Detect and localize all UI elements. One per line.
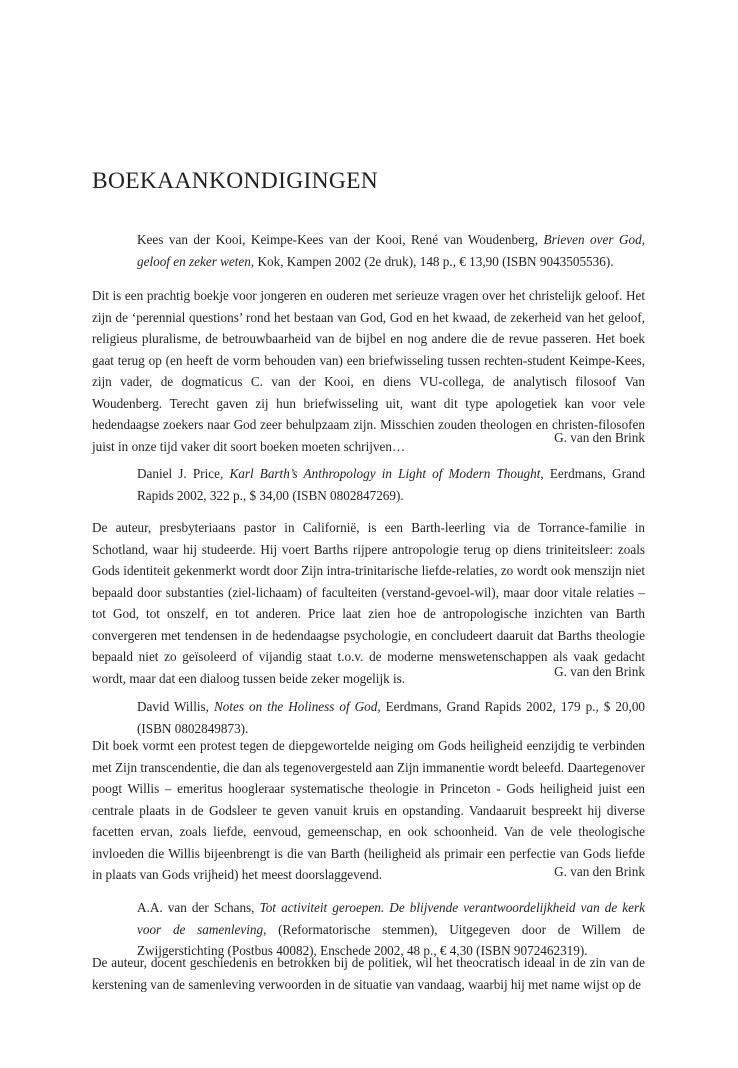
book-reference <box>137 696 645 739</box>
book-publication-details: , Eerdmans, Grand Rapids 2002, 179 p., $ 20,00 (ISBN 0802849873). <box>137 699 646 736</box>
book-publication-details: (Reformatorische stemmen), Uitgegeven door de Willem de Zwijgerstichting (Postbus 40082), Enschede 2002, 48 p., € 4,30 (ISBN 9072462319). <box>137 921 645 959</box>
book-title: Brieven over God, geloof en zeker weten <box>137 232 645 269</box>
book-title: Tot activiteit geroepen. De blijvende verantwoordelijkheid van de kerk voor de samenleving, <box>137 900 645 937</box>
book-authors: Kees van der Kooi, Keimpe-Kees van der Kooi, René van Woudenberg, <box>137 232 544 247</box>
book-authors: David Willis, <box>137 699 214 714</box>
review-text: Dit boek vormt een protest tegen de diepgewortelde neiging om Gods heiligheid eenzijdig te verbinden met Zijn transcendentie, die dan als tegenovergesteld aan Zijn immanentie wordt beleefd. Daartegenover poogt Willis – emeritus hoogleraar systematische theologie in Princeton - Gods heiligheid juist een centrale plaats in de Godsleer te geven vanuit kruis en opstanding. Vandaaruit bespreekt hij diverse facetten ervan, zoals liefde, eenvoud, gemeenschap, en ook schoonheid. Van de vele theologische invloeden die Willis bijeenbrengt is die van Barth (heiligheid als primair een perfectie van Gods liefde in plaats van Gods vrijheid) het meest doorslaggevend. <box>92 738 645 882</box>
review-text: De auteur, presbyteriaans pastor in Californië, is een Barth-leerling via de Torrance-familie in Schotland, waar hij studeerde. Hij voert Barths rijpere antropologie terug op diens triniteitsleer: zoals Gods identiteit gekenmerkt wordt door Zijn intra-trinitarische liefde-relaties, zo wordt ook menszijn niet bepaald door substanties (ziel-lichaam) of faculteiten (verstand-gevoel-wil), maar door vitale relaties – tot God, tot onszelf, en tot anderen. Price laat zien hoe de antropologische inzichten van Barth convergeren met tendensen in de hedendaagse psychologie, en concludeert daaruit dat Barths theologie bepaald niet zo geïsoleerd of vijandig staat t.o.v. de moderne menswetenschappen als vaak gedacht wordt, maar dat een dialoog tussen beide zeker mogelijk is. <box>92 520 645 686</box>
book-title: Karl Barth’s Anthropology in Light of Modern Thought <box>229 466 541 481</box>
book-authors: Daniel J. Price, <box>137 466 230 481</box>
book-publication-details: , Kok, Kampen 2002 (2e druk), 148 p., € 13,90 (ISBN 9043505536). <box>250 253 614 269</box>
book-publication-details: , Eerdmans, Grand Rapids 2002, 322 p., $ 34,00 (ISBN 0802847269). <box>137 466 646 503</box>
review-signature: G. van den Brink <box>554 430 645 445</box>
review-signature: G. van den Brink <box>554 864 645 879</box>
book-title: Notes on the Holiness of God <box>213 699 378 714</box>
page-title: BOEKAANKONDIGINGEN <box>92 168 379 194</box>
book-reference <box>137 463 645 506</box>
book-reference <box>137 229 645 272</box>
review-signature: G. van den Brink <box>554 664 645 679</box>
review-text: Dit is een prachtig boekje voor jongeren en ouderen met serieuze vragen over het christelijk geloof. Het zijn de ‘perennial questions’ rond het bestaan van God, God en het kwaad, de zekerheid van het geloof, religieus pluralisme, de betrouwbaarheid van de bijbel en nog andere die de revue passeren. Het boek gaat terug op (en heeft de vorm behouden van) een briefwisseling tussen rechten-student Keimpe-Kees, zijn vader, de dogmaticus C. van der Kooi, en diens VU-collega, de analytisch filosoof Van Woudenberg. Terecht gaven zij hun briefwisseling uit, want dit type apologetiek kan voor vele hedendaagse zoekers naar God zeer behulpzaam zijn. Misschien zouden theologen en christen-filosofen juist in onze tijd vaker dit soort boeken moeten schrijven… <box>92 288 645 454</box>
book-authors: A.A. van der Schans, <box>137 900 260 915</box>
review-text: De auteur, docent geschiedenis en betrokken bij de politiek, wil het theocratisch ideaal in de zin van de kerstening van de samenleving verwoorden in de situatie van vandaag, waarbij hij met name wijst op de <box>92 955 645 992</box>
